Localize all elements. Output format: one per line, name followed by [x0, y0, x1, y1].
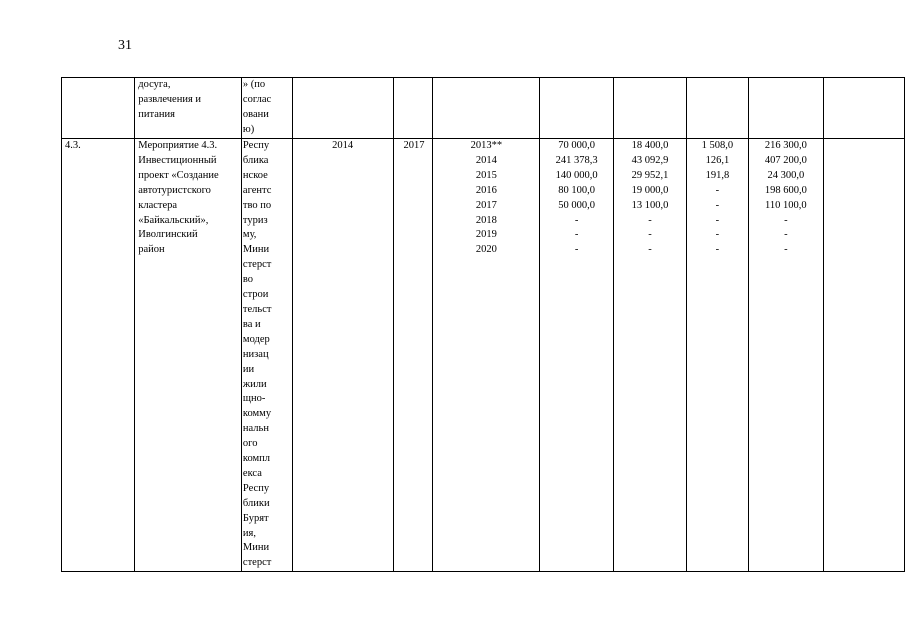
- cell-total: [540, 78, 613, 139]
- cell-col5: [824, 78, 905, 139]
- cell-col2: [613, 78, 686, 139]
- cell-executor: Респу блика нское агентс тво по туриз му, Мини стерст во строи тельст ва и модер низац ии жили щно- комму нальн ого компл екса Респу блики Бурят ия, Мини стерст: [241, 139, 292, 572]
- table-row-continued: [62, 78, 905, 139]
- cell-col3: 1 508,0 126,1 191,8 - - - - -: [687, 139, 749, 572]
- cell-total: 70 000,0 241 378,3 140 000,0 80 100,0 50 000,0 - - -: [540, 139, 613, 572]
- cell-col3: [687, 78, 749, 139]
- table-row: [62, 139, 905, 572]
- cell-start-year: [292, 78, 393, 139]
- cell-col5: [824, 139, 905, 572]
- cell-num: [62, 78, 135, 139]
- cell-end-year: 2017: [393, 139, 433, 572]
- cell-end-year: [393, 78, 433, 139]
- cell-col4: [748, 78, 823, 139]
- cell-years: [433, 78, 540, 139]
- cell-col2: 18 400,0 43 092,9 29 952,1 19 000,0 13 100,0 - - -: [613, 139, 686, 572]
- cell-start-year: 2014: [292, 139, 393, 572]
- cell-num: 4.3.: [62, 139, 135, 572]
- cell-years: 2013** 2014 2015 2016 2017 2018 2019 2020: [433, 139, 540, 572]
- cell-event-name: досуга, развлечения и питания: [135, 78, 242, 139]
- cell-executor: » (по соглас овани ю): [241, 78, 292, 139]
- cell-col4: 216 300,0 407 200,0 24 300,0 198 600,0 110 100,0 - - -: [748, 139, 823, 572]
- page-number: 31: [118, 38, 132, 53]
- cell-event-name: Мероприятие 4.3. Инвестиционный проект «Создание автотуристского кластера «Байкальский», Иволгинский район: [135, 139, 242, 572]
- program-table: [61, 77, 905, 572]
